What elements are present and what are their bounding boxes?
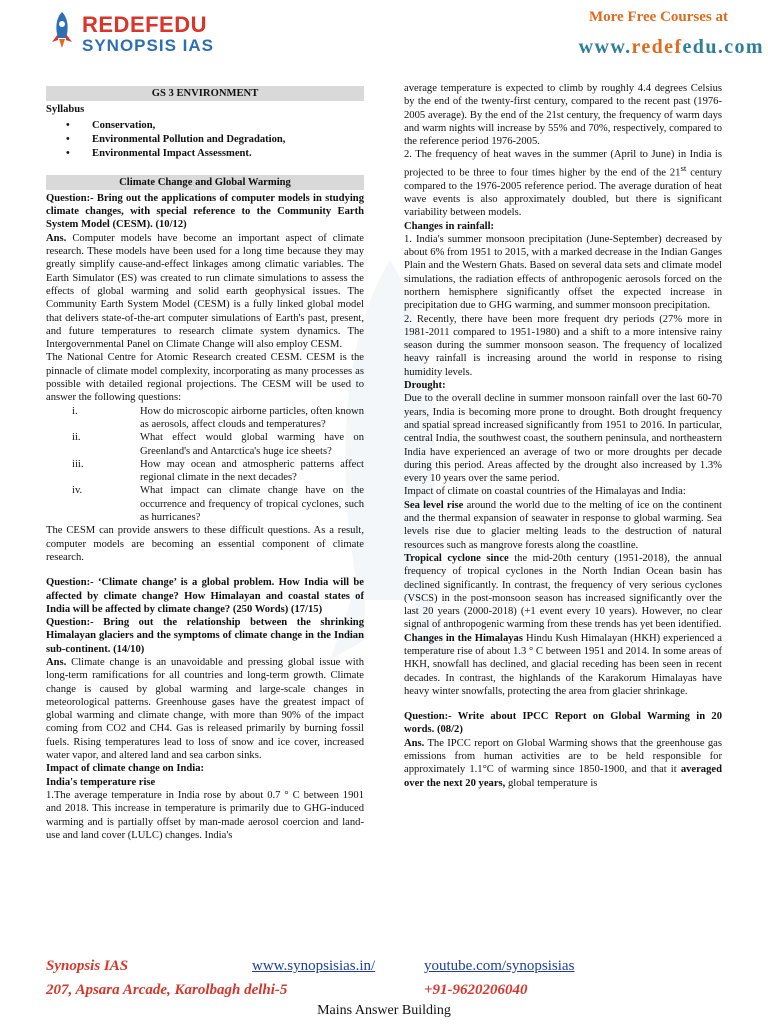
syllabus-list (66, 119, 364, 161)
brand-name: REDEFEDU (82, 12, 208, 37)
url-rest: edu.com (682, 36, 764, 58)
answer-1-para-1 (46, 232, 364, 352)
list-text: What impact can climate change have on the occurrence and frequency of tropical cyclones, such as hurricanes? (140, 485, 364, 524)
himalaya-para (404, 632, 722, 698)
brand-logo (48, 10, 268, 58)
superscript: st (680, 162, 687, 173)
answer-label: Ans. (46, 232, 67, 244)
list-item (46, 458, 364, 485)
section-title: GS 3 ENVIRONMENT (46, 86, 364, 101)
heat-wave-text-cont: century compared to the 1976-2005 reference period. The average duration of heat wave events is also approximately doubled, but there is significant variability between models. (404, 167, 722, 219)
coastal-impact-line: Impact of climate on coastal countries of the Himalayas and India: (404, 486, 686, 498)
topic-title: Climate Change and Global Warming (46, 175, 364, 190)
url-highlight: redef (631, 36, 683, 58)
website-link[interactable] (579, 36, 764, 59)
answer-text: Climate change is an unavoidable and pressing global issue with long-term ramifications for all countries and long-term growth. Climate change is caused by global warming and large-scale changes in meteorological patterns. Greenhouse gases have the greatest impact of global warming and climate change, with more than 90% of the impact coming from CO2 and CH4. Gas is released primarily by burning fossil fuels. Rising temperatures lead to loss of snow and ice cover, increased water vapor, and altered land and sea carbon sinks. (46, 656, 364, 762)
footer-caption: Mains Answer Building (317, 1003, 451, 1018)
syllabus-item: • Conservation, (66, 119, 364, 133)
footer-phone: +91-9620206040 (424, 982, 528, 998)
answer-1-para-2: The National Centre for Atomic Research created CESM. CESM is the pinnacle of climate model complexity, incorporating as many processes as possible with detailed regional projections. The CESM will be used to answer the following questions: (46, 352, 364, 404)
footer-website-link[interactable]: www.synopsisias.in/ (252, 958, 376, 974)
temperature-continued: average temperature is expected to climb by roughly 4.4 degrees Celsius by the end of the twenty-first century, compared to the recent past (1976-2005 average). By the end of the 21st century, the frequency of warm days and warm nights will increase by 55% and 70%, respectively, compared to the reference period 1976-2005. (404, 83, 722, 148)
syllabus-item: • Environmental Impact Assessment. (66, 147, 364, 161)
list-item (46, 405, 364, 432)
syllabus-label: Syllabus (46, 104, 85, 116)
list-num: i. (72, 405, 78, 417)
answer-4-para (404, 737, 722, 790)
question-3: Question:- Bring out the relationship between the shrinking Himalayan glaciers and the symptoms of climate change in the Indian sub-continent. (14/10) (46, 617, 364, 655)
sea-level-label: Sea level rise (404, 499, 464, 511)
sea-level-text: around the world due to the melting of ice on the continent and the thermal expansion of seawater in response to global warming. Sea levels rise due to glacier melting leads to the destruction of natural resources such as mangrove forests along the coastline. (404, 499, 722, 551)
footer-youtube-link[interactable]: youtube.com/synopsisias (424, 958, 575, 974)
rainfall-para-1: 1. India's summer monsoon precipitation (June-September) decreased by about 6% from 1951 to 2015, with a marked decrease in the Indian Ganges Plain and the Western Ghats. Based on several data sets and climate model simulations, the radiation effects of anthropogenic aerosols forced on the northern hemisphere significantly offset the expected increase in precipitation due to GHG warming, and summer monsoon precipitation. (404, 233, 722, 312)
question-1: Question:- Bring out the applications of computer models in studying climate changes, with special reference to the Community Earth System Model (CESM). (10/12) (46, 192, 364, 231)
brand-subtitle: SYNOPSIS IAS (82, 36, 214, 55)
answer-text: The IPCC report on Global Warming shows that the greenhouse gas emissions from human activities are to be held responsible for approximately 1.1°C of warming since 1850-1900, and that it (404, 737, 722, 776)
heat-wave-text: 2. The frequency of heat waves in the summer (April to June) in India is projected to be three to four times higher by the end of the 21 (404, 149, 722, 179)
drought-para: Due to the overall decline in summer monsoon rainfall over the last 60-70 years, India is becoming more prone to drought. Both drought frequency and spatial spread increased significantly from 1951 to 2016. In particular, central India, the southwest coast, the southern peninsula, and northeastern India have experienced an average of two or more droughts per decade during this period. Areas affected by the drought also increased by 1.3% every 10 years over the same period. (404, 393, 722, 485)
list-text: What effect would global warming have on Greenland's and Antarctica's huge ice sheets? (140, 432, 364, 457)
cesm-questions-list (46, 405, 364, 525)
answer-bold-text: averaged over the next 20 years, (404, 764, 722, 789)
question-4: Question:- Write about IPCC Report on Global Warming in 20 words. (08/2) (404, 711, 722, 736)
answer-3-para-1 (46, 656, 364, 762)
heat-wave-para (404, 148, 722, 219)
list-num: iv. (72, 485, 83, 497)
himalaya-label: Changes in the Himalayas (404, 632, 523, 644)
rainfall-para-2: 2. Recently, there have been more frequent dry periods (27% more in 1981-2011 compared to 1951-1980) and a shift to a more intensive rainy season during the summer monsoon season. The frequency of localized heavy rainfall is increasing around the world in response to rising humidity levels. (404, 313, 722, 378)
cyclone-para (404, 552, 722, 632)
answer-label: Ans. (46, 656, 67, 668)
himalaya-text: Hindu Kush Himalayan (HKH) experienced a temperature rise of about 1.3 ° C between 1951 and 2014. In some areas of HKH, snowfall has declined, and glacial receding has been seen in recent decades. In contrast, the highlands of the Karakorum Himalayas have heavy winter snowfalls, protecting the area from glacier shrinkage. (404, 632, 722, 697)
drought-heading: Drought: (404, 380, 446, 392)
question-2: Question:- ‘Climate change’ is a global problem. How India will be affected by climate change? How Himalayan and coastal states of India will be affected by climate change? (250 Words) (17/15) (46, 577, 364, 615)
list-num: iii. (72, 458, 84, 470)
right-column (404, 82, 722, 790)
promo-text: More Free Courses at (589, 9, 728, 25)
answer-label: Ans. (404, 737, 425, 749)
list-text: How do microscopic airborne particles, often known as aerosols, affect clouds and temperatures? (140, 405, 364, 430)
list-num: ii. (72, 432, 81, 444)
footer-address: 207, Apsara Arcade, Karolbagh delhi-5 (46, 982, 288, 998)
temperature-heading: India's temperature rise (46, 776, 156, 788)
sea-level-para (404, 499, 722, 552)
answer-1-para-3: The CESM can provide answers to these difficult questions. As a result, computer models are becoming an essential component of climate research. (46, 525, 364, 563)
rainfall-heading: Changes in rainfall: (404, 220, 495, 232)
impact-heading: Impact of climate change on India: (46, 763, 205, 775)
list-item (46, 431, 364, 458)
syllabus-item: • Environmental Pollution and Degradation, (66, 133, 364, 147)
left-column (46, 82, 364, 842)
answer-text: Computer models have become an important aspect of climate research. These models have been used for a long time because they may greatly simplify cause-and-effect linkages among climatic variables. The Earth Simulator (ES) was created to run climate simulations to assess the effects of global warming and solid earth geophysical issues. The Community Earth System Model (CESM) is a fully linked global model that delivers state-of-the-art computer simulations of Earth's past, present, and future temperatures to research climate system dynamics. The Intergovernmental Panel on Climate Change will also employ CESM. (46, 232, 364, 351)
list-text: How may ocean and atmospheric patterns affect regional climate in the next decades? (140, 458, 364, 484)
answer-text-end: global temperature is (505, 777, 598, 789)
rocket-logo-icon (48, 10, 76, 50)
list-item (46, 484, 364, 524)
temperature-para: 1.The average temperature in India rose by about 0.7 ° C between 1901 and 2018. This increase in temperature is primarily due to GHG-induced warming and is partially offset by man-made aerosol coercion and land-use and land cover (LULC) changes. India's (46, 789, 364, 841)
footer-brand: Synopsis IAS (46, 958, 129, 974)
cyclone-text: the mid-20th century (1951-2018), the annual frequency of tropical cyclones in the North Indian Ocean basin has declined significantly. In contrast, the frequency of very serious cyclones (VSCS) in the post-monsoon season has increased significantly over the last 20 years (2000-2018) (+1 event every 10 years). However, no clear signal of anthropogenic warming from these trends has yet been identified. (404, 552, 722, 631)
url-prefix: www. (578, 36, 632, 58)
cyclone-label: Tropical cyclone since (404, 552, 509, 564)
